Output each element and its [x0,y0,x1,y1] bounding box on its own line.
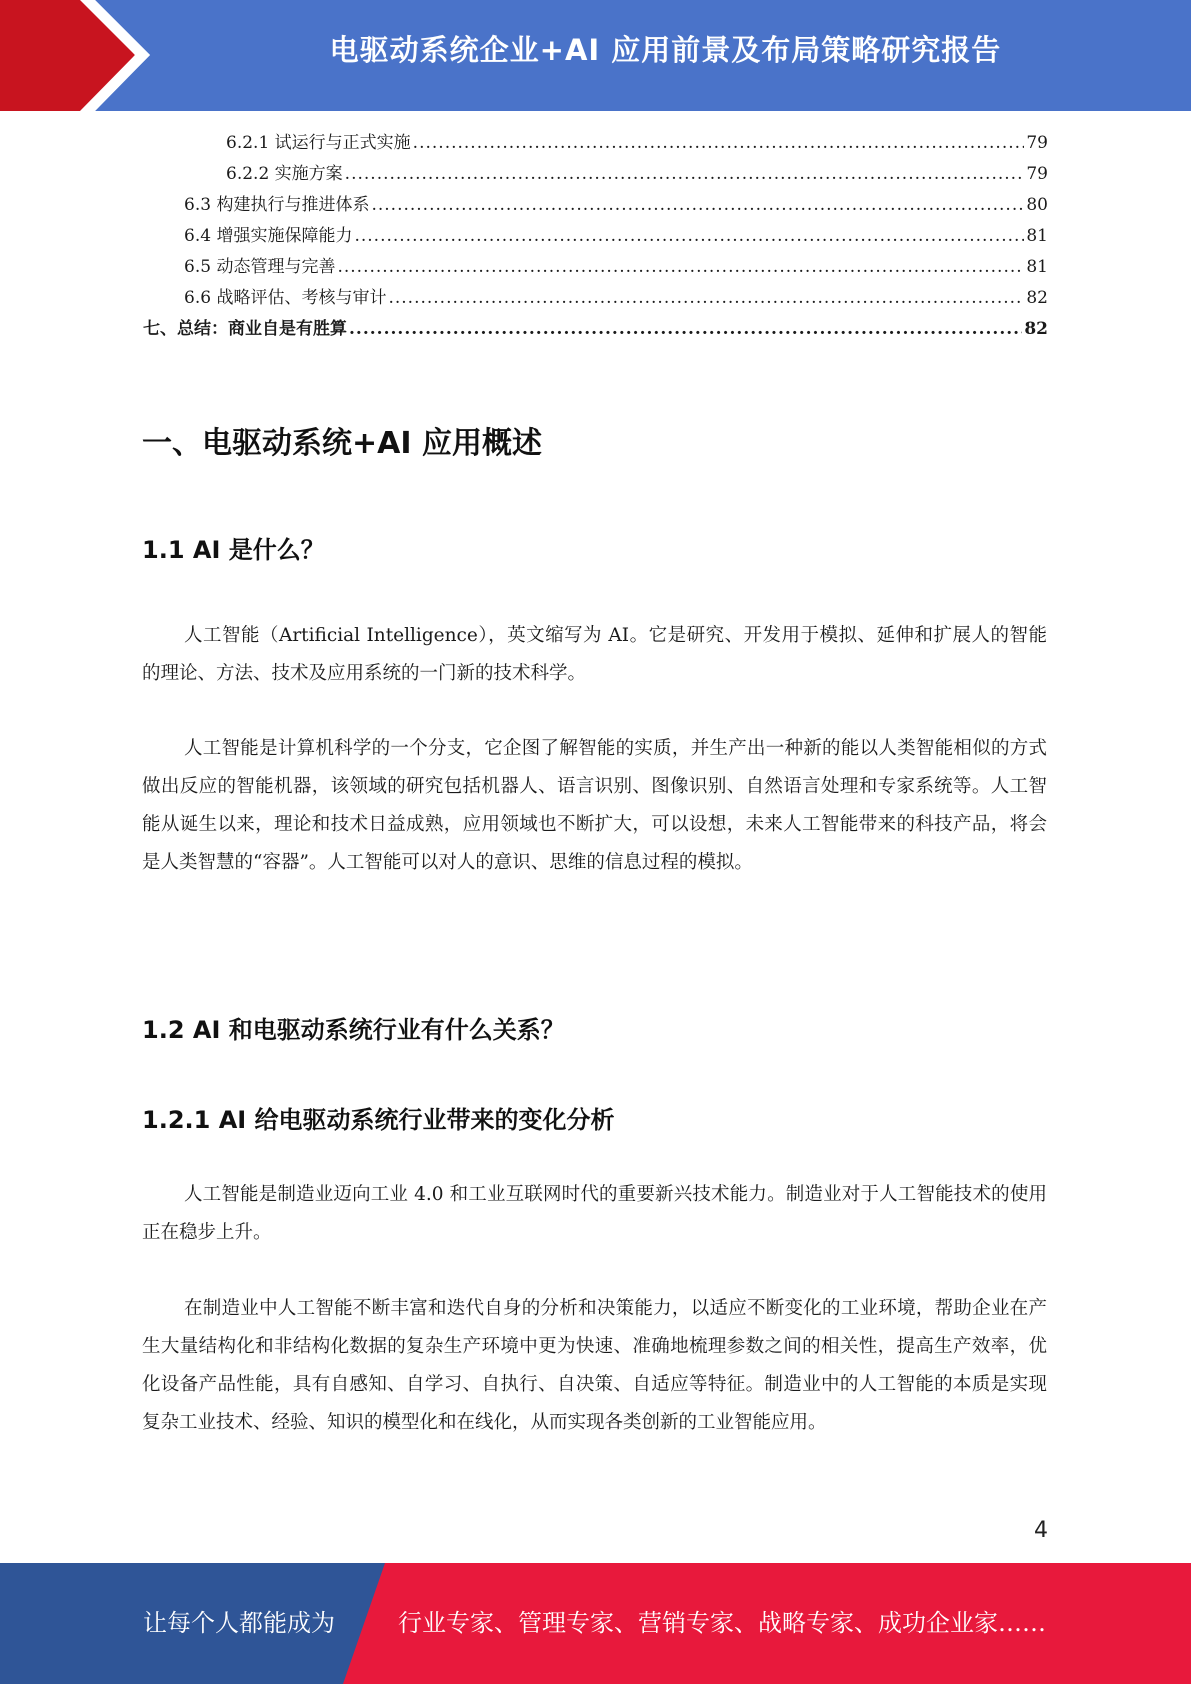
toc-page-number: 80 [1026,195,1048,215]
toc-entry[interactable] [143,314,1048,345]
toc-entry[interactable] [143,190,1048,221]
toc-dot-leader [371,190,1024,221]
paragraph-ai-definition: 人工智能（Artificial Intelligence），英文缩写为 AI。它是研究、开发用于模拟、延伸和扩展人的智能的理论、方法、技术及应用系统的一门新的技术科学。 [142,625,1047,684]
toc-entry[interactable] [143,159,1048,190]
footer-slogan-right: 行业专家、管理专家、营销专家、战略专家、成功企业家…… [398,1609,1046,1637]
paragraph-manufacturing-analysis: 在制造业中人工智能不断丰富和迭代自身的分析和决策能力，以适应不断变化的工业环境，帮助企业在产生大量结构化和非结构化数据的复杂生产环境中更为快速、准确地梳理参数之间的相关性，提高生产效率，优化设备产品性能，具有自感知、自学习、自执行、自决策、自适应等特征。制造业中的人工智能的本质是实现复杂工业技术、经验、知识的模型化和在线化，从而实现各类创新的工业智能应用。 [142,1298,1047,1433]
toc-page-number: 81 [1026,226,1048,246]
toc-page-number: 79 [1026,133,1048,153]
chapter-heading: 一、电驱动系统+AI 应用概述 [142,426,542,461]
paragraph-ai-branch: 人工智能是计算机科学的一个分支，它企图了解智能的实质，并生产出一种新的能以人类智能相似的方式做出反应的智能机器，该领域的研究包括机器人、语言识别、图像识别、自然语言处理和专家系统等。人工智能从诞生以来，理论和技术日益成熟，应用领域也不断扩大，可以设想，未来人工智能带来的科技产品，将会是人类智慧的“容器”。人工智能可以对人的意识、思维的信息过程的模拟。 [142,738,1047,873]
report-title: 电驱动系统企业+AI 应用前景及布局策略研究报告 [329,33,1002,67]
toc-entry[interactable] [143,252,1048,283]
toc-entry-title: 6.4 增强实施保障能力 [184,226,353,246]
table-of-contents [143,128,1048,345]
toc-entry[interactable] [143,221,1048,252]
toc-entry-title: 6.5 动态管理与完善 [184,257,336,277]
section-heading-1-2-1: 1.2.1 AI 给电驱动系统行业带来的变化分析 [142,1106,615,1134]
toc-dot-leader [354,221,1024,252]
toc-dot-leader [413,128,1025,159]
section-heading-1-1: 1.1 AI 是什么？ [142,536,325,564]
toc-dot-leader [349,314,1022,345]
toc-page-number: 82 [1026,288,1048,308]
toc-page-number: 81 [1026,257,1048,277]
toc-entry-title: 七、总结：商业自是有胜算 [143,319,347,339]
toc-entry-title: 6.2.1 试运行与正式实施 [226,133,411,153]
toc-page-number: 79 [1026,164,1048,184]
toc-page-number: 82 [1024,319,1048,339]
toc-entry-title: 6.2.2 实施方案 [226,164,343,184]
page-number: 4 [1034,1518,1048,1543]
toc-entry-title: 6.6 战略评估、考核与审计 [184,288,387,308]
toc-entry-title: 6.3 构建执行与推进体系 [184,195,370,215]
footer-slogan-left: 让每个人都能成为 [143,1609,335,1637]
paragraph-manufacturing-ai: 人工智能是制造业迈向工业 4.0 和工业互联网时代的重要新兴技术能力。制造业对于人工智能技术的使用正在稳步上升。 [142,1184,1047,1243]
section-heading-1-2: 1.2 AI 和电驱动系统行业有什么关系？ [142,1016,565,1044]
page-footer [0,1563,1191,1684]
page-header [0,0,1191,111]
chevron-logo-icon [0,0,160,111]
toc-entry[interactable] [143,128,1048,159]
toc-dot-leader [388,283,1024,314]
toc-dot-leader [337,252,1024,283]
toc-entry[interactable] [143,283,1048,314]
toc-dot-leader [345,159,1025,190]
